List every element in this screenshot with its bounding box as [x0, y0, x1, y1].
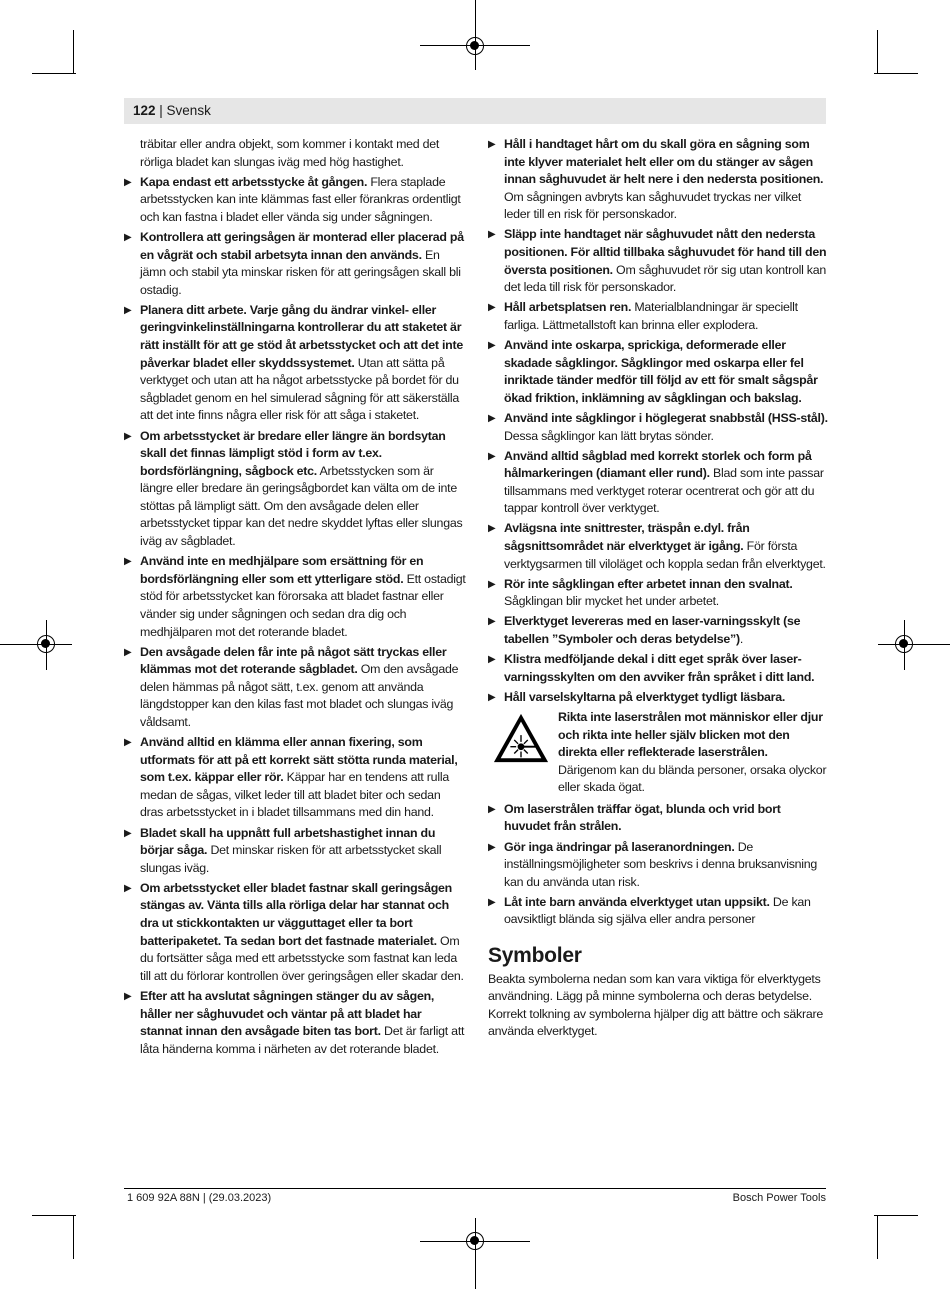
left-column: [124, 136, 466, 1061]
bullet-arrow-icon: ▶: [124, 556, 132, 568]
crop-mark: [877, 30, 878, 74]
bold-text: Släpp inte handtaget när såghuvudet nått den nedersta positionen. För alltid tillbaka såghuvudet för hand till den översta positionen.: [504, 227, 827, 277]
safety-item: [124, 644, 466, 732]
bullet-arrow-icon: ▶: [488, 654, 496, 666]
bullet-arrow-icon: ▶: [488, 450, 496, 462]
body-text: Det minskar risken för att arbetsstycket skall slungas iväg.: [140, 843, 442, 875]
bullet-arrow-icon: ▶: [124, 827, 132, 839]
safety-item: [488, 299, 828, 334]
safety-item: [488, 801, 828, 836]
body-text: Flera staplade arbetsstycken kan inte klämmas fast eller förankras ordentligt och kan fastna i bladet eller vända sig under sågningen.: [140, 174, 461, 224]
safety-item: [488, 337, 828, 407]
body-text: Käppar har en tendens att rulla medan de sågas, vilket leder till att bladet biter och sedan dras arbetsstycket in i bladet tillsammans med din hand.: [140, 770, 449, 820]
bold-text: Klistra medföljande dekal i ditt eget språk över laser-varningsskylten om den avviker från språket i ditt land.: [504, 652, 815, 684]
crop-mark: [32, 73, 76, 74]
safety-item: [124, 553, 466, 641]
bold-text: Rikta inte laserstrålen mot människor eller djur och rikta inte heller själv blicken mot den direkta eller reflekterade laserstrålen.: [558, 709, 823, 760]
bullet-arrow-icon: ▶: [124, 176, 132, 188]
safety-item: [488, 520, 828, 573]
bold-text: Om arbetsstycket är bredare eller längre än bordsytan skall det finnas lämpligt stöd i form av t.ex. bordsförlängning, sågbock etc.: [140, 428, 446, 478]
body-text: De inställningsmöjligheter som beskrivs i denna bruksanvisning kan du använda utan risk.: [504, 839, 818, 889]
page-header: 122 | Svensk: [133, 103, 211, 118]
bold-text: Kontrollera att geringsågen är monterad eller placerad på en vågrät och stabil arbetsyta innan den används.: [140, 229, 464, 262]
bold-text: Bladet skall ha uppnått full arbetshastighet innan du börjar såga.: [140, 825, 436, 858]
body-text: Dessa sågklingor kan lätt brytas sönder.: [504, 428, 714, 443]
body-text: Ett ostadigt stöd för arbetsstycket kan förorsaka att bladet fastnar eller vänder sig under sågningen och sedan dra dig och medhjälparen mot det roterande bladet.: [140, 571, 466, 639]
safety-item: [488, 410, 828, 445]
safety-item: [488, 448, 828, 518]
safety-item: [124, 302, 466, 425]
body-text: Om sågningen avbryts kan såghuvudet tryckas ner vilket leder till en risk för personskador.: [504, 189, 802, 222]
bullet-arrow-icon: ▶: [124, 646, 132, 658]
safety-item: [488, 226, 828, 296]
registration-line: [475, 0, 476, 70]
bullet-arrow-icon: ▶: [124, 430, 132, 442]
registration-line: [0, 644, 72, 645]
crop-mark: [32, 1215, 76, 1216]
bold-text: Avlägsna inte snittrester, träspån e.dyl. från sågsnittsområdet när elverktyget är igång.: [504, 521, 750, 554]
body-text: För första verktygsarmen till viloläget och koppla sedan från elverktyget.: [504, 539, 826, 571]
body-text: En jämn och stabil yta minskar risken för att geringsågen skall bli ostadig.: [140, 247, 461, 297]
safety-item: [124, 880, 466, 986]
safety-item: [124, 734, 466, 822]
safety-item: [488, 689, 828, 707]
bullet-arrow-icon: ▶: [124, 304, 132, 316]
registration-line: [878, 644, 950, 645]
safety-item: [488, 136, 828, 224]
body-text: .: [739, 632, 744, 647]
header-bar: [124, 98, 826, 124]
bullet-arrow-icon: ▶: [488, 229, 496, 241]
bullet-arrow-icon: ▶: [488, 616, 496, 628]
crop-mark: [73, 30, 74, 74]
bullet-arrow-icon: ▶: [488, 896, 496, 908]
right-column: [488, 136, 828, 1044]
footer-rule: [124, 1188, 826, 1189]
registration-mark-left: [37, 635, 55, 653]
footer-brand: Bosch Power Tools: [732, 1192, 826, 1204]
body-text: Om den avsågade delen hämmas på något sätt, t.ex. genom att använda längdstopper kan den kilas fast mot bladet och slungas iväg våldsamt.: [140, 662, 459, 729]
registration-line: [475, 1218, 476, 1289]
bold-text: Rör inte sågklingan efter arbetet innan den svalnat.: [504, 576, 793, 591]
body-text: Om såghuvudet rör sig utan kontroll kan det leda till risk för personskador.: [504, 262, 827, 295]
safety-item: [488, 651, 828, 686]
safety-item: [488, 613, 828, 648]
body-text: Materialblandningar är speciellt farliga. Lättmetallstoft kan brinna eller explodera.: [504, 300, 798, 332]
body-text: Beakta symbolerna nedan som kan vara viktiga för elverktygets användning. Lägg på minne symbolerna och deras betydelse. Korrekt tolkning av symbolerna hjälper dig att bättre och säkrare använda elverktyget.: [488, 971, 823, 1039]
safety-item: [488, 576, 828, 611]
bullet-arrow-icon: ▶: [124, 737, 132, 749]
laser-warning-icon: [492, 711, 550, 765]
safety-item: [488, 894, 828, 929]
bullet-arrow-icon: ▶: [488, 578, 496, 590]
paragraph: [488, 971, 828, 1041]
bullet-arrow-icon: ▶: [488, 803, 496, 815]
bullet-arrow-icon: ▶: [488, 340, 496, 352]
body-text: Om du fortsätter såga med ett arbetsstycke som fastnat kan leda till att du förlorar kontrollen över geringsågen eller skadar den.: [140, 933, 464, 983]
bold-text: Om arbetsstycket eller bladet fastnar skall geringsågen stängas av. Vänta tills alla rörliga delar har stannat och dra ut stickkontakten ur vägguttaget eller ta bort batteripaketet. Ta sedan bort det fastnade materialet.: [140, 880, 452, 948]
bullet-arrow-icon: ▶: [488, 523, 496, 535]
crop-mark: [874, 1215, 918, 1216]
bold-text: Håll i handtaget hårt om du skall göra en sågning som inte klyver materialet helt eller om du stänger av sågen innan såghuvudet är helt nere i den nedersta positionen.: [504, 137, 824, 187]
page-language: Svensk: [166, 103, 211, 118]
bullet-arrow-icon: ▶: [488, 302, 496, 314]
bold-text: Använd alltid en klämma eller annan fixering, som utformats för att på ett korrekt sätt stötta runda material, som t.ex. käppar eller rör.: [140, 735, 458, 785]
bullet-arrow-icon: ▶: [124, 231, 132, 243]
bullet-arrow-icon: ▶: [488, 691, 496, 703]
safety-item: [124, 825, 466, 878]
bold-text: Använd inte sågklingor i höglegerat snabbstål (HSS-stål).: [504, 410, 828, 425]
body-text: Blad som inte passar tillsammans med verktyget roterar ocentrerat och gör att du tappar kontroll över verktyget.: [504, 466, 824, 516]
body-text: Arbetsstycken som är längre eller bredare än geringsågbordet kan välta om de inte stöttas på lämpligt sätt. Om den avsågade delen eller arbetsstycket tippar kan det nedre skyddet lyftas eller slungas iväg av sågbladet.: [140, 463, 463, 549]
bullet-arrow-icon: ▶: [124, 882, 132, 894]
bold-text: Håll varselskyltarna på elverktyget tydligt läsbara.: [504, 689, 786, 704]
body-text: Utan att sätta på verktyget och utan att ha något arbetsstycke på bordet för du sågbladet genom en hel simulerad sågning för att säkerställa att det inte finns några eller risk för att såga i staketet.: [140, 355, 460, 423]
body-text: Sågklingan blir mycket het under arbetet.: [504, 594, 719, 609]
registration-mark-bottom: [466, 1232, 484, 1250]
registration-mark-right: [895, 635, 913, 653]
crop-mark: [877, 1215, 878, 1259]
body-text: Därigenom kan du blända personer, orsaka olyckor eller skada ögat.: [558, 762, 827, 795]
bold-text: Använd inte oskarpa, sprickiga, deformerade eller skadade sågklingor. Sågklingor med oskarpa eller fel inriktade tänder medför till följd av ett för smalt sågspår ökad friktion, inklämning av sågklingan och bakslag.: [504, 338, 818, 405]
body-text: De kan oavsiktligt blända sig själva eller andra personer: [504, 894, 811, 927]
bold-text: Låt inte barn använda elverktyget utan uppsikt.: [504, 894, 770, 909]
bold-text: Den avsågade delen får inte på något sätt tryckas eller klämmas mot det roterande sågbladet.: [140, 644, 447, 677]
body-text: Det är farligt att låta händerna komma i närheten av det roterande bladet.: [140, 1024, 465, 1056]
laser-warning-item: [488, 709, 828, 797]
safety-item: [124, 174, 466, 227]
body-text: träbitar eller andra objekt, som kommer i kontakt med det rörliga bladet kan slungas iväg med hög hastighet.: [140, 137, 440, 169]
bold-text: Håll arbetsplatsen ren.: [504, 300, 632, 315]
continued-text: [124, 136, 466, 171]
safety-item: [124, 229, 466, 299]
crop-mark: [874, 73, 918, 74]
page-number: 122: [133, 103, 156, 118]
bold-text: Använd inte en medhjälpare som ersättning för en bordsförlängning eller som ett ytterligare stöd.: [140, 554, 424, 586]
bold-text: Kapa endast ett arbetsstycke åt gången.: [140, 174, 368, 189]
footer-doc-number: 1 609 92A 88N | (29.03.2023): [127, 1192, 272, 1204]
bold-text: Planera ditt arbete. Varje gång du ändrar vinkel- eller geringvinkelinställningarna kontrollerar du att staketet är rätt inställt för att ge stöd åt arbetsstycket och att det inte påverkar bladet eller skyddssystemet.: [140, 302, 463, 370]
bold-text: Efter att ha avslutat sågningen stänger du av sågen, håller ner såghuvudet och väntar på att bladet har stannat innan den avsågade biten tas bort.: [140, 988, 435, 1039]
safety-item: [124, 988, 466, 1058]
bold-text: Gör inga ändringar på laseranordningen.: [504, 839, 735, 854]
safety-item: [488, 839, 828, 892]
bullet-arrow-icon: ▶: [488, 841, 496, 853]
bullet-arrow-icon: ▶: [488, 412, 496, 424]
bold-text: Om laserstrålen träffar ögat, blunda och vrid bort huvudet från strålen.: [504, 801, 781, 834]
registration-mark-top: [466, 37, 484, 55]
bold-text: Elverktyget levereras med en laser-varningsskylt (se tabellen ”Symboler och deras betydelse”): [504, 614, 801, 647]
bullet-arrow-icon: ▶: [124, 990, 132, 1002]
bold-text: Använd alltid sågblad med korrekt storlek och form på hålmarkeringen (diamant eller rund).: [504, 448, 812, 481]
section-heading: Symboler: [488, 944, 582, 968]
bullet-arrow-icon: ▶: [488, 139, 496, 150]
safety-item: [124, 428, 466, 551]
crop-mark: [73, 1215, 74, 1259]
